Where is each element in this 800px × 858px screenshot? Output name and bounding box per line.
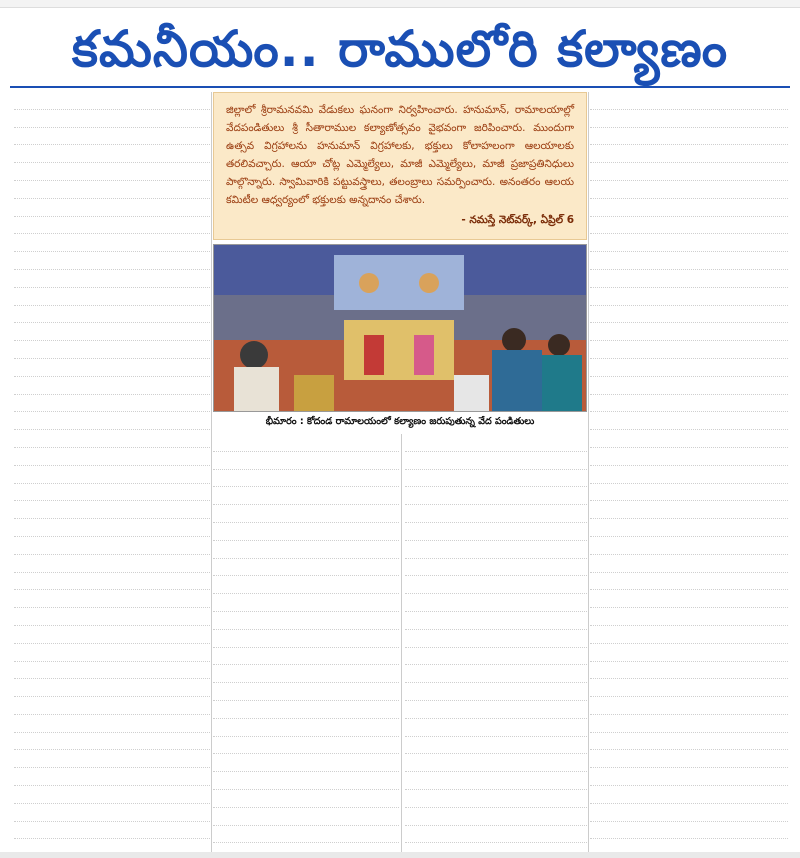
- text-line-placeholder: [14, 430, 210, 448]
- text-line-placeholder: [590, 644, 788, 662]
- text-line-placeholder: [590, 822, 788, 840]
- text-line-placeholder: [14, 341, 210, 359]
- text-line-placeholder: [213, 772, 399, 790]
- text-line-placeholder: [405, 772, 587, 790]
- text-line-placeholder: [14, 466, 210, 484]
- text-line-placeholder: [14, 395, 210, 413]
- text-line-placeholder: [213, 737, 399, 755]
- text-line-placeholder: [14, 537, 210, 555]
- article-column-2: [213, 434, 399, 854]
- text-line-placeholder: [14, 662, 210, 680]
- text-line-placeholder: [213, 701, 399, 719]
- text-line-placeholder: [14, 145, 210, 163]
- text-line-placeholder: [14, 501, 210, 519]
- text-line-placeholder: [213, 576, 399, 594]
- text-line-placeholder: [14, 412, 210, 430]
- text-line-placeholder: [590, 608, 788, 626]
- text-line-placeholder: [14, 128, 210, 146]
- text-line-placeholder: [213, 648, 399, 666]
- text-line-placeholder: [14, 92, 210, 110]
- text-line-placeholder: [213, 754, 399, 772]
- text-line-placeholder: [14, 715, 210, 733]
- text-line-placeholder: [405, 630, 587, 648]
- text-line-placeholder: [14, 804, 210, 822]
- text-line-placeholder: [213, 630, 399, 648]
- text-line-placeholder: [590, 466, 788, 484]
- text-line-placeholder: [14, 519, 210, 537]
- text-line-placeholder: [14, 768, 210, 786]
- headline-rule: [10, 86, 790, 88]
- text-line-placeholder: [213, 559, 399, 577]
- text-line-placeholder: [14, 199, 210, 217]
- text-line-placeholder: [405, 648, 587, 666]
- text-line-placeholder: [213, 790, 399, 808]
- text-line-placeholder: [590, 341, 788, 359]
- text-line-placeholder: [213, 452, 399, 470]
- text-line-placeholder: [14, 234, 210, 252]
- text-line-placeholder: [405, 505, 587, 523]
- text-line-placeholder: [590, 804, 788, 822]
- text-line-placeholder: [14, 270, 210, 288]
- text-line-placeholder: [590, 662, 788, 680]
- text-line-placeholder: [14, 608, 210, 626]
- text-line-placeholder: [14, 181, 210, 199]
- text-line-placeholder: [14, 733, 210, 751]
- text-line-placeholder: [14, 555, 210, 573]
- text-line-placeholder: [590, 573, 788, 591]
- text-line-placeholder: [590, 359, 788, 377]
- text-line-placeholder: [14, 448, 210, 466]
- text-line-placeholder: [213, 594, 399, 612]
- text-line-placeholder: [14, 288, 210, 306]
- column-separator: [588, 92, 589, 854]
- text-line-placeholder: [405, 808, 587, 826]
- column-separator: [401, 434, 402, 854]
- text-line-placeholder: [213, 470, 399, 488]
- text-line-placeholder: [14, 697, 210, 715]
- text-line-placeholder: [405, 754, 587, 772]
- photo-caption: భీమారం : కోదండ రామాలయంలో కల్యాణం జరుపుతున్న వేద పండితులు: [213, 413, 587, 431]
- text-line-placeholder: [213, 505, 399, 523]
- text-line-placeholder: [405, 683, 587, 701]
- text-line-placeholder: [405, 434, 587, 452]
- text-line-placeholder: [14, 679, 210, 697]
- text-line-placeholder: [405, 612, 587, 630]
- text-line-placeholder: [405, 452, 587, 470]
- text-line-placeholder: [213, 523, 399, 541]
- bottom-strip: [0, 852, 800, 858]
- text-line-placeholder: [590, 750, 788, 768]
- text-line-placeholder: [590, 626, 788, 644]
- text-line-placeholder: [590, 484, 788, 502]
- text-line-placeholder: [213, 665, 399, 683]
- text-line-placeholder: [213, 487, 399, 505]
- text-line-placeholder: [405, 541, 587, 559]
- news-photo: [213, 244, 587, 412]
- text-line-placeholder: [590, 128, 788, 146]
- text-line-placeholder: [213, 541, 399, 559]
- text-line-placeholder: [590, 395, 788, 413]
- text-line-placeholder: [590, 217, 788, 235]
- text-line-placeholder: [590, 110, 788, 128]
- text-line-placeholder: [14, 359, 210, 377]
- text-line-placeholder: [405, 523, 587, 541]
- text-line-placeholder: [590, 306, 788, 324]
- text-line-placeholder: [590, 448, 788, 466]
- text-line-placeholder: [405, 826, 587, 844]
- text-line-placeholder: [14, 750, 210, 768]
- text-line-placeholder: [14, 252, 210, 270]
- text-line-placeholder: [590, 92, 788, 110]
- text-line-placeholder: [590, 270, 788, 288]
- text-line-placeholder: [14, 644, 210, 662]
- text-line-placeholder: [590, 679, 788, 697]
- summary-credit: - నమస్తే నెట్‌వర్క్, ఏప్రిల్ 6: [461, 214, 574, 226]
- text-line-placeholder: [14, 786, 210, 804]
- text-line-placeholder: [590, 412, 788, 430]
- photo-illustration: [214, 245, 587, 412]
- text-line-placeholder: [590, 252, 788, 270]
- text-line-placeholder: [213, 612, 399, 630]
- text-line-placeholder: [590, 145, 788, 163]
- text-line-placeholder: [590, 323, 788, 341]
- text-line-placeholder: [590, 768, 788, 786]
- text-line-placeholder: [14, 590, 210, 608]
- text-line-placeholder: [590, 234, 788, 252]
- text-line-placeholder: [590, 519, 788, 537]
- text-line-placeholder: [405, 470, 587, 488]
- text-line-placeholder: [405, 665, 587, 683]
- text-line-placeholder: [405, 737, 587, 755]
- text-line-placeholder: [14, 163, 210, 181]
- page-headline: కమనీయం.. రాములోరి కల్యాణం: [71, 20, 729, 78]
- text-line-placeholder: [405, 701, 587, 719]
- text-line-placeholder: [405, 487, 587, 505]
- text-line-placeholder: [590, 430, 788, 448]
- summary-box: [213, 92, 587, 240]
- text-line-placeholder: [14, 626, 210, 644]
- text-line-placeholder: [590, 181, 788, 199]
- text-line-placeholder: [213, 826, 399, 844]
- text-line-placeholder: [590, 590, 788, 608]
- text-line-placeholder: [590, 288, 788, 306]
- column-separator: [211, 92, 212, 854]
- text-line-placeholder: [590, 501, 788, 519]
- summary-text: జిల్లాలో శ్రీరామనవమి వేడుకలు ఘనంగా నిర్వహించారు. హనుమాన్, రామాలయాల్లో వేదపండితులు శ్రీ సీతారాముల కల్యాణోత్సవం వైభవంగా జరిపించారు. ముందుగా ఉత్సవ విగ్రహాలను హనుమాన్ విగ్రహాలకు, భక్తులు కోలాహలంగా ఆలయాలకు తరలివచ్చారు. ఆయా చోట్ల ఎమ్మెల్యేలు, మాజీ ఎమ్మెల్యేలు, మాజీ ప్రజాప్రతినిధులు పాల్గొన్నారు. స్వామివారికి పట్టువస్త్రాలు, తలంబ్రాలు సమర్పించారు. అనంతరం ఆలయ కమిటీల ఆధ్వర్యంలో భక్తులకు అన్నదానం చేశారు.: [226, 104, 574, 206]
- text-line-placeholder: [590, 377, 788, 395]
- article-column-1: [14, 92, 210, 854]
- text-line-placeholder: [14, 822, 210, 840]
- text-line-placeholder: [590, 555, 788, 573]
- text-line-placeholder: [213, 434, 399, 452]
- text-line-placeholder: [590, 786, 788, 804]
- text-line-placeholder: [590, 697, 788, 715]
- text-line-placeholder: [14, 323, 210, 341]
- text-line-placeholder: [590, 199, 788, 217]
- article-column-4: [590, 92, 788, 854]
- text-line-placeholder: [405, 790, 587, 808]
- top-strip: [0, 0, 800, 8]
- text-line-placeholder: [590, 537, 788, 555]
- text-line-placeholder: [590, 715, 788, 733]
- text-line-placeholder: [14, 217, 210, 235]
- text-line-placeholder: [405, 576, 587, 594]
- text-line-placeholder: [405, 559, 587, 577]
- article-column-3: [405, 434, 587, 854]
- text-line-placeholder: [14, 110, 210, 128]
- text-line-placeholder: [590, 163, 788, 181]
- text-line-placeholder: [213, 683, 399, 701]
- text-line-placeholder: [213, 808, 399, 826]
- text-line-placeholder: [14, 377, 210, 395]
- text-line-placeholder: [14, 484, 210, 502]
- text-line-placeholder: [14, 573, 210, 591]
- text-line-placeholder: [213, 719, 399, 737]
- text-line-placeholder: [590, 733, 788, 751]
- text-line-placeholder: [405, 594, 587, 612]
- text-line-placeholder: [14, 306, 210, 324]
- text-line-placeholder: [405, 719, 587, 737]
